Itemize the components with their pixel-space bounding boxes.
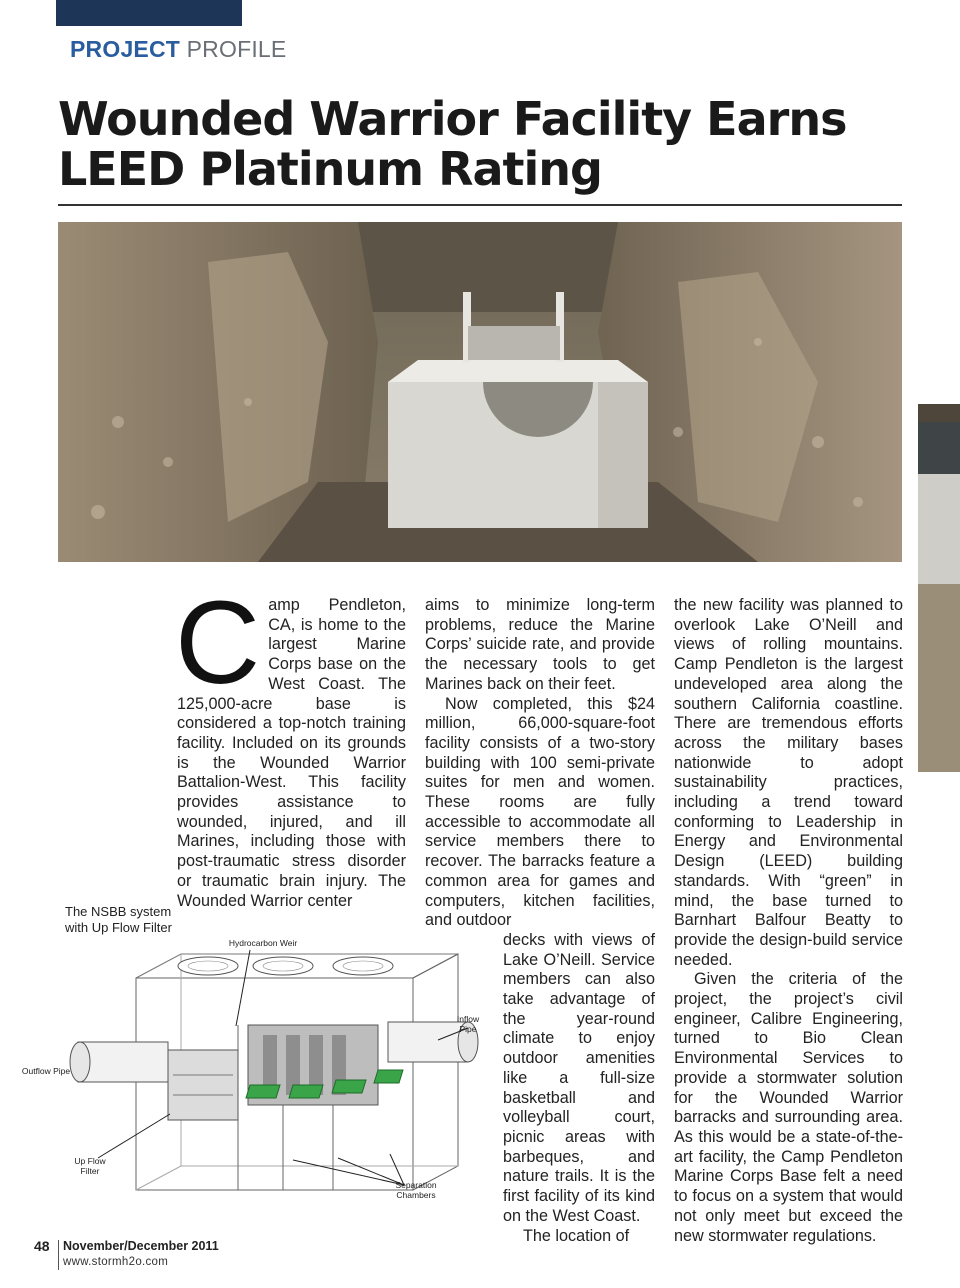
drop-cap: C [175, 577, 261, 709]
footer-url: www.stormh2o.com [63, 1256, 169, 1268]
adjacent-page-photo [918, 404, 960, 772]
paragraph: aims to minimize long-term problems, reduce the Marine Corps’ suicide rate, and provide the necessary tools to get Marines back on their feet. [425, 596, 655, 693]
label-outflow-pipe: Outflow Pipe [21, 1066, 71, 1076]
paragraph: Given the criteria of the project, the project’s civil engineer, Calibre Engineering, turned to Bio Clean Environmental Services to provide a stormwater solution for the Wounded Warrior barracks and surrounding area. As this would be a state-of-the-art facility, the Camp Pendleton Marine Corps Base felt a need to focus on a system that would not only meet but exceed the new stormwater regulations. [674, 970, 903, 1245]
label-separation-chambers: Separation Chambers [395, 1180, 437, 1200]
issue-date: November/December 2011 [63, 1239, 219, 1253]
paragraph: decks with views of Lake O’Neill. Service members can also take advantage of the year-round climate to enjoy outdoor amenities like a full-size basketball and volleyball court, picnic areas with barbeques, and nature trails. It is the first facility of its kind on the West Coast. [503, 930, 655, 1225]
article-column-1 [175, 577, 406, 911]
label-inflow-pipe: Inflow Pipe [456, 1014, 480, 1034]
page-number: 48 [34, 1238, 50, 1254]
section-label-light: PROFILE [186, 36, 287, 62]
article-title: Wounded Warrior Facility Earns LEED Platinum Rating [58, 92, 847, 196]
paragraph: the new facility was planned to overlook Lake O’Neill and views of rolling mountains. Camp Pendleton is the largest undeveloped area along the southern California coastline. There are tremendous efforts across the military bases nationwide to adopt sustainability practices, including a trend toward conforming to Leadership in Energy and Environmental Design (LEED) building standards. With “green” in mind, the base turned to Barnhart Balfour Beatty to provide the design-build service needed. [674, 596, 903, 969]
paragraph: amp Pendleton, CA, is home to the largest Marine Corps base on the West Coast. The 125,000-acre base is considered a top-notch training facility. Included on its grounds is the Wounded Warrior Battalion-West. This facility provides assistance to wounded, injured, and ill Marines, including those with post-traumatic stress disorder or traumatic brain injury. The Wounded Warrior center [177, 596, 406, 910]
nsbb-diagram [18, 930, 488, 1215]
paragraph: Now completed, this $24 million, 66,000-square-foot facility consists of a two-story building with 100 semi-private suites for men and women. These rooms are fully accessible to accommodate all service members there to recover. The barracks feature a common area for games and computers, kitchen facilities, and outdoor [425, 694, 655, 930]
construction-photo [58, 222, 902, 562]
label-up-flow-filter: Up Flow Filter [74, 1156, 106, 1176]
section-label-strong: PROJECT [70, 36, 181, 62]
label-hydrocarbon-weir: Hydrocarbon Weir [228, 938, 298, 948]
footer-divider [58, 1240, 59, 1270]
figure-caption: The NSBB system with Up Flow Filter [65, 904, 172, 935]
header-color-bar [56, 0, 242, 26]
article-column-3 [674, 596, 903, 1246]
title-rule [58, 204, 902, 206]
section-label [70, 36, 286, 63]
paragraph: The location of [523, 1226, 630, 1245]
